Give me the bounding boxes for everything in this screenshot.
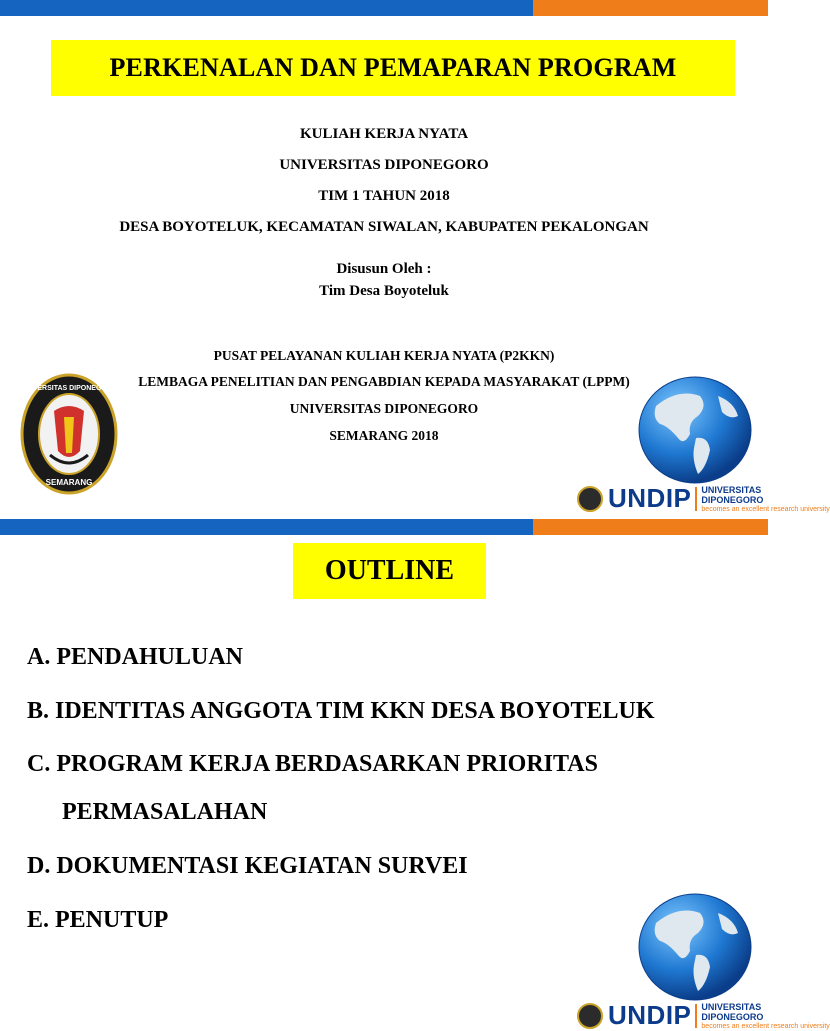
outline-title: OUTLINE [293,543,486,599]
svg-text:SEMARANG: SEMARANG [45,478,93,487]
outline-item-b: B. IDENTITAS ANGGOTA TIM KKN DESA BOYOTELUK [27,698,655,724]
undip-wordmark: UNDIP [608,483,692,513]
undip-uni-line-2: DIPONEGORO [701,494,764,505]
undip-separator [695,487,697,511]
top-color-bar [0,519,768,535]
undip-separator [695,1004,697,1028]
institution-line-1: PUSAT PELAYANAN KULIAH KERJA NYATA (P2KKN) [213,348,555,363]
undip-tagline: becomes an excellent research university [701,505,830,513]
slide-title: PERKENALAN DAN PEMAPARAN PROGRAM [51,40,735,96]
undip-tagline: becomes an excellent research university [701,1022,830,1030]
undip-brand [577,1000,830,1031]
top-bar-orange [533,0,768,16]
top-color-bar [0,0,768,16]
outline-item-c-continued: PERMASALAHAN [62,799,268,825]
institution-line-4: SEMARANG 2018 [329,428,439,443]
university-seal-icon [20,373,118,495]
outline-item-c: C. PROGRAM KERJA BERDASARKAN PRIORITAS [27,751,598,777]
undip-uni-line-1: UNIVERSITAS [701,1001,762,1012]
undip-emblem-icon [577,1003,603,1029]
subtitle-line-2: UNIVERSITAS DIPONEGORO [279,157,489,173]
undip-uni-line-2: DIPONEGORO [701,1011,764,1022]
undip-brand [577,483,830,514]
outline-slide [0,519,830,1030]
outline-item-d: D. DOKUMENTASI KEGIATAN SURVEI [27,853,468,879]
outline-item-a: A. PENDAHULUAN [27,644,243,670]
svg-text:UNIVERSITAS DIPONEGORO: UNIVERSITAS DIPONEGORO [20,385,118,392]
author-name: Tim Desa Boyoteluk [319,283,449,299]
top-bar-blue [0,0,533,16]
globe-icon [638,893,752,1001]
outline-item-e: E. PENUTUP [27,907,169,933]
top-bar-blue [0,519,533,535]
subtitle-line-1: KULIAH KERJA NYATA [299,126,469,142]
undip-wordmark: UNDIP [608,1000,692,1030]
institution-line-3: UNIVERSITAS DIPONEGORO [289,401,479,416]
institution-line-2: LEMBAGA PENELITIAN DAN PENGABDIAN KEPADA MASYARAKAT (LPPM) [138,374,630,389]
top-bar-orange [533,519,768,535]
undip-uni-line-1: UNIVERSITAS [701,484,762,495]
undip-emblem-icon [577,486,603,512]
subtitle-line-4: DESA BOYOTELUK, KECAMATAN SIWALAN, KABUPATEN PEKALONGAN [119,219,649,235]
subtitle-line-3: TIM 1 TAHUN 2018 [318,188,450,204]
globe-icon [638,376,752,484]
author-label: Disusun Oleh : [336,261,432,277]
